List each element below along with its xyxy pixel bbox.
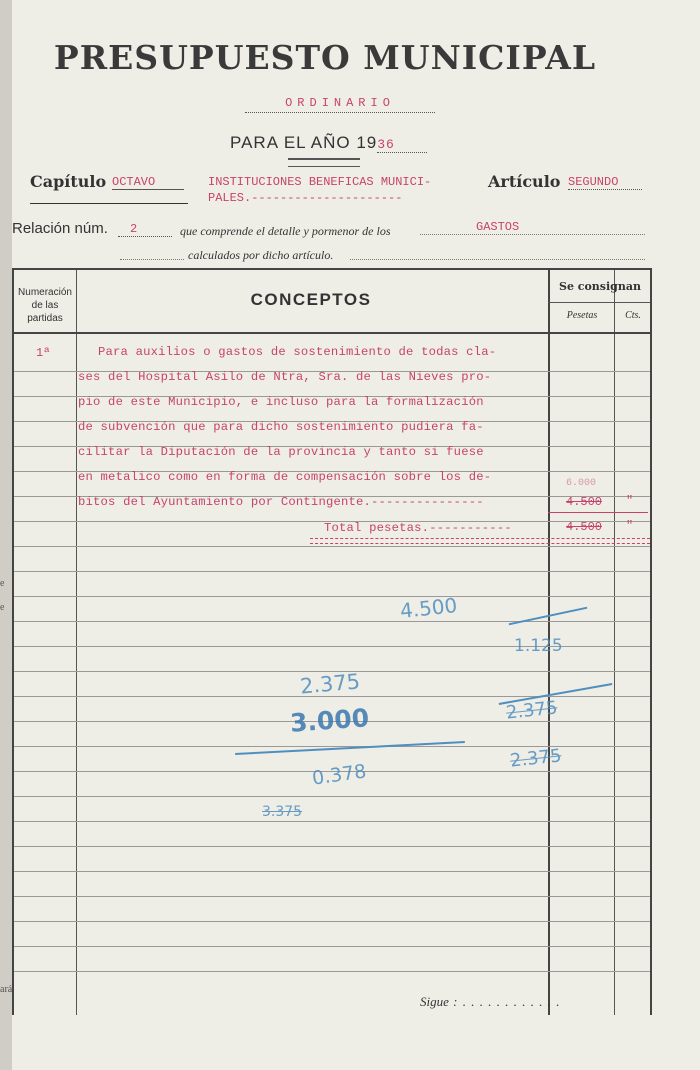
line-amount: 4.500	[566, 495, 603, 509]
capitulo-value: OCTAVO	[112, 175, 184, 190]
subtotal-rule	[548, 512, 648, 513]
relacion-blank-line	[120, 259, 184, 260]
capitulo-underline	[30, 203, 188, 204]
articulo-label: Artículo	[488, 172, 561, 191]
margin-fragment: e	[0, 578, 5, 589]
year-label: PARA EL AÑO 19	[230, 133, 378, 152]
handwritten-figure: 3.375	[262, 804, 303, 820]
col-conceptos-header: CONCEPTOS	[250, 290, 372, 309]
year-value: 36	[377, 137, 427, 153]
page-title: PRESUPUESTO MUNICIPAL	[53, 38, 597, 77]
budget-type: ORDINARIO	[245, 96, 435, 113]
page-edge	[0, 0, 12, 1070]
concept-line: ses del Hospital Asilo de Ntra, Sra. de las Nieves pro-	[78, 370, 492, 384]
relacion-description: que comprende el detalle y pormenor de los	[180, 224, 391, 238]
total-amount: 4.500	[566, 520, 603, 534]
handwritten-figure: 2.375	[509, 745, 563, 772]
concept-line: de subvención que para dicho sostenimiento pudiera fa-	[78, 420, 484, 434]
concept-line: pio de este Municipio, e incluso para la formalización	[78, 395, 484, 409]
crossed-amount: 6.000	[566, 478, 597, 489]
total-label: Total pesetas.-----------	[324, 521, 512, 535]
relacion-label: Relación núm.	[12, 220, 108, 237]
concept-line: en metalico como en forma de compensación sobre los de-	[78, 470, 492, 484]
concept-line: Para auxilios o gastos de sostenimiento de todas cla-	[98, 345, 497, 359]
total-double-rule	[310, 543, 650, 544]
col-cts-header: Cts.	[625, 310, 641, 321]
concept-line: bitos del Ayuntamiento por Contingente.---------------	[78, 495, 484, 509]
gastos-line	[420, 234, 645, 235]
relacion-description-cont: calculados por dicho artículo.	[188, 248, 334, 262]
articulo-value: SEGUNDO	[568, 175, 642, 190]
capitulo-label: Capítulo	[30, 172, 107, 191]
handwritten-figure: 1.125	[514, 636, 563, 656]
sigue-label: Sigue : . . . . . . . . . . . .	[420, 994, 561, 1009]
col-numeracion-header: Numeración de las partidas	[18, 287, 72, 324]
capitulo-description-cont: PALES.---------------------	[208, 191, 403, 205]
handwritten-figure: 0.378	[310, 760, 368, 790]
margin-fragment: e	[0, 602, 5, 613]
handwritten-figure: 2.375	[505, 697, 559, 724]
relacion-blank-line	[350, 259, 645, 260]
capitulo-description: INSTITUCIONES BENEFICAS MUNICI-	[208, 175, 432, 189]
handwritten-figure: 3.000	[289, 703, 370, 738]
total-double-rule	[310, 538, 650, 539]
year-line	[230, 133, 427, 153]
ornament-divider	[288, 158, 360, 167]
total-cents: "	[626, 519, 634, 533]
relacion-value: 2	[118, 222, 172, 237]
concept-line: cilitar la Diputación de la provincia y tanto si fuese	[78, 445, 484, 459]
col-pesetas-header: Pesetas	[566, 310, 598, 321]
relacion-gastos: GASTOS	[476, 220, 520, 234]
handwritten-figure: 2.375	[299, 669, 362, 699]
margin-fragment: ará	[0, 984, 13, 995]
col-consignan-header: Se consignan	[559, 280, 641, 293]
partida-number: 1ª	[36, 346, 51, 360]
handwritten-figure: 4.500	[398, 593, 459, 623]
line-cents: "	[626, 494, 634, 508]
